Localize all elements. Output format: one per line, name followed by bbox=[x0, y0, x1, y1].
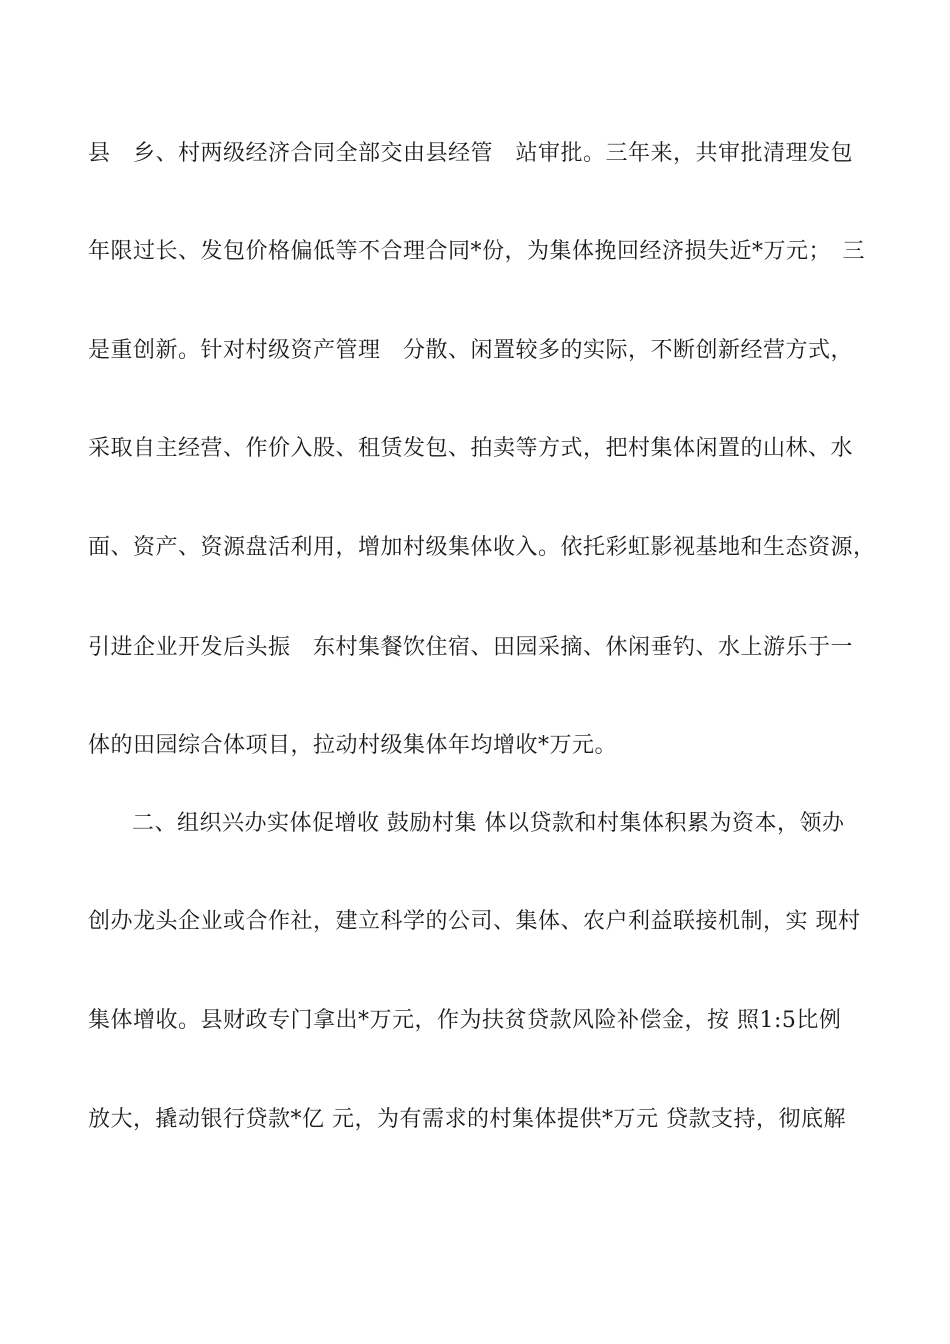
text-line: 放大，撬动银行贷款*亿 元，为有需求的村集体提供*万元 贷款支持，彻底解 bbox=[88, 1107, 846, 1132]
text-line: 是重创新。针对村级资产管理 分散、闲置较多的实际，不断创新经营方式， bbox=[88, 338, 854, 363]
text-line: 年限过长、发包价格偏低等不合理合同*份，为集体挽回经济损失近*万元； 三 bbox=[88, 239, 866, 264]
text-line: 引进企业开发后头振 东村集餐饮住宿、田园采摘、休闲垂钓、水上游乐于一 bbox=[88, 635, 854, 660]
section-heading-line: 二、组织兴办实体促增收 鼓励村集 体以贷款和村集体积累为资本，领办 bbox=[132, 811, 845, 836]
text-line: 县 乡、村两级经济合同全部交由县经管 站审批。三年来，共审批清理发包 bbox=[88, 141, 854, 166]
text-line: 采取自主经营、作价入股、租赁发包、拍卖等方式，把村集体闲置的山林、水 bbox=[88, 436, 854, 461]
text-line: 创办龙头企业或合作社，建立科学的公司、集体、农户利益联接机制，实 现村 bbox=[88, 909, 861, 934]
text-line: 面、资产、资源盘活利用，增加村级集体收入。依托彩虹影视基地和生态资源， bbox=[88, 535, 876, 560]
text-line: 集体增收。县财政专门拿出*万元，作为扶贫贷款风险补偿金，按 照1:5比例 bbox=[88, 1008, 842, 1033]
text-line: 体的田园综合体项目，拉动村级集体年均增收*万元。 bbox=[88, 733, 618, 758]
